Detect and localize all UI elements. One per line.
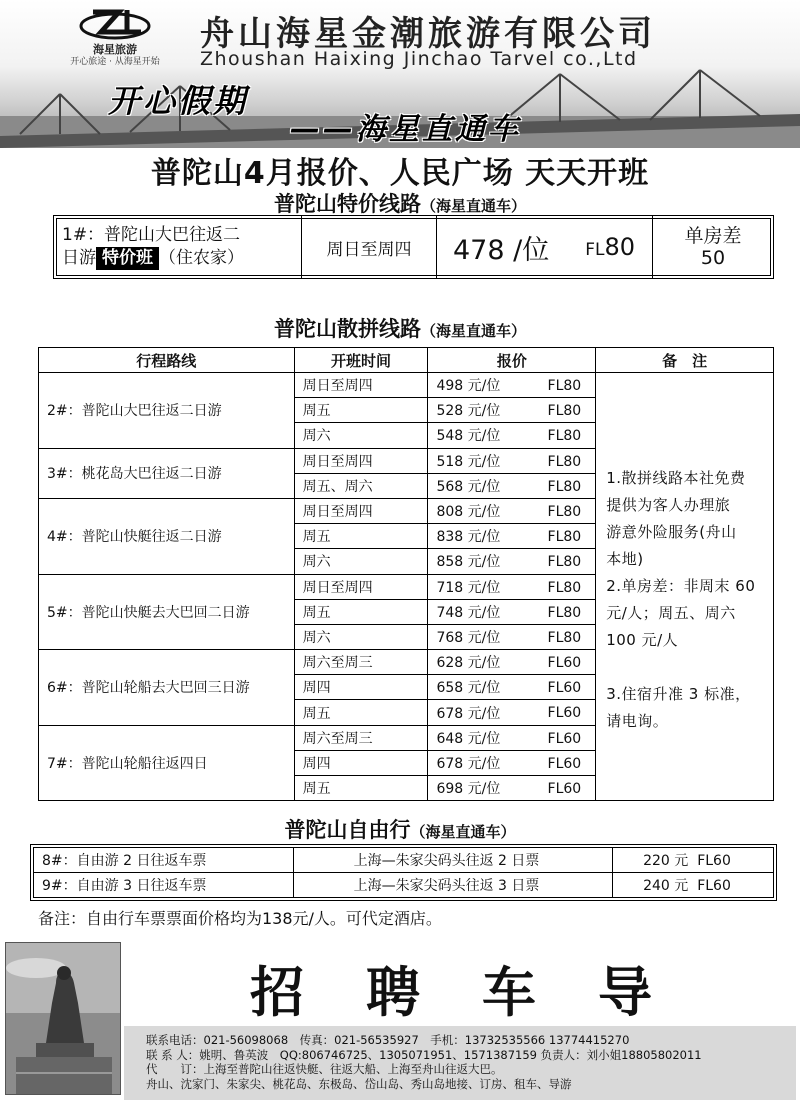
price-cell [428, 725, 596, 750]
schedule-cell: 周六 [294, 624, 428, 649]
group-price-table [38, 347, 774, 801]
special-price: 478 /位 [453, 234, 550, 266]
slogan-direct-bus: ——海星直通车 [290, 112, 521, 147]
schedule-cell: 周日至周四 [294, 498, 428, 523]
schedule-cell: 周日至周四 [294, 574, 428, 599]
company-name-cn: 舟山海星金潮旅游有限公司 [200, 14, 656, 54]
route-name: 6#：普陀山轮船去大巴回三日游 [39, 650, 295, 726]
logo-name: 海星旅游 [93, 43, 137, 56]
note-line: 提供为客人办理旅 [606, 496, 731, 514]
price-value: 678 元/位 [436, 755, 501, 772]
group-section-title [0, 313, 800, 343]
special-route-part-c: （住农家） [159, 248, 244, 268]
price-cell [428, 398, 596, 423]
fuel-fee: FL80 [547, 503, 582, 520]
special-price-cell [437, 216, 653, 278]
col-header-price: 报价 [428, 348, 596, 373]
schedule-cell: 周日至周四 [294, 373, 428, 398]
contact-info [124, 1026, 796, 1100]
special-title-note: （海星直通车） [420, 197, 526, 215]
contact-services: 舟山、沈家门、朱家尖、桃花岛、东极岛、岱山岛、秀山岛地接、订房、租车、导游 [146, 1076, 572, 1091]
fuel-fee: FL80 [547, 604, 582, 621]
fuel-fee: FL80 [547, 453, 582, 470]
schedule-cell: 周五、周六 [294, 473, 428, 498]
special-badge: 特价班 [96, 247, 159, 270]
schedule-cell: 周五 [294, 776, 428, 801]
price-cell [428, 675, 596, 700]
fuel-fee: FL60 [547, 680, 582, 697]
free-route-detail: 上海—朱家尖码头往返 2 日票 [293, 848, 613, 873]
fuel-fee: FL80 [547, 579, 582, 596]
price-cell [428, 423, 596, 448]
table-row [34, 848, 774, 873]
price-cell [428, 700, 596, 725]
price-cell [428, 473, 596, 498]
price-value: 648 元/位 [436, 730, 501, 747]
route-name: 7#：普陀山轮船往返四日 [39, 725, 295, 801]
special-fl-label: FL [585, 240, 605, 260]
price-cell [428, 524, 596, 549]
price-value: 518 元/位 [436, 453, 501, 470]
table-header-row [39, 348, 774, 373]
fuel-fee: FL60 [547, 655, 582, 672]
col-header-route: 行程路线 [39, 348, 295, 373]
schedule-cell: 周五 [294, 398, 428, 423]
fuel-fee: FL60 [547, 781, 582, 797]
price-cell [428, 776, 596, 801]
special-room-diff [653, 216, 773, 278]
special-title: 普陀山特价线路 [273, 191, 421, 216]
price-cell [428, 448, 596, 473]
fuel-fee: FL80 [547, 529, 582, 546]
free-price: 240 元 [643, 878, 689, 894]
schedule-cell: 周六 [294, 549, 428, 574]
price-value: 768 元/位 [436, 629, 501, 646]
special-diff-label: 单房差 [684, 225, 742, 247]
price-value: 548 元/位 [436, 428, 501, 445]
schedule-cell: 周四 [294, 750, 428, 775]
header-banner [0, 0, 800, 148]
schedule-cell: 周四 [294, 675, 428, 700]
note-line: 3.住宿升准 3 标准， [606, 685, 751, 703]
free-price: 220 元 [643, 853, 689, 869]
free-travel-table [33, 847, 774, 898]
free-fl: FL60 [697, 878, 731, 894]
fuel-fee: FL80 [547, 554, 582, 571]
fuel-fee: FL60 [547, 730, 582, 747]
note-line: 1.散拼线路本社免费 [606, 469, 746, 487]
fuel-fee: FL80 [547, 403, 582, 420]
special-route-part-a: 1#：普陀山大巴往返二 [62, 225, 241, 245]
note-line: 游意外险服务(舟山 [606, 523, 737, 541]
fuel-fee: FL80 [547, 378, 582, 394]
contact-persons: 联 系 人：姚明、鲁英波 QQ:806746725、1305071951、1571387159 负责人：刘小姐18805802011 [146, 1047, 702, 1062]
contact-booking: 代 订：上海至普陀山往返快艇、往返大船、上海至舟山往返大巴。 [146, 1062, 503, 1076]
price-cell [428, 373, 596, 398]
price-cell [428, 750, 596, 775]
price-value: 748 元/位 [436, 604, 501, 621]
note-line: 请电询。 [606, 712, 669, 730]
notes-cell [596, 373, 774, 801]
schedule-cell: 周六 [294, 423, 428, 448]
table-row [39, 373, 774, 398]
route-name: 5#：普陀山快艇去大巴回二日游 [39, 574, 295, 650]
recruit-heading: 招聘车导 [250, 961, 714, 1024]
special-fl-value: 80 [604, 233, 636, 261]
price-value: 808 元/位 [436, 504, 501, 521]
page-title: 普陀山4月报价、人民广场 天天开班 [150, 156, 650, 191]
note-line: 本地) [606, 550, 644, 568]
route-name: 4#：普陀山快艇往返二日游 [39, 498, 295, 574]
special-route-part-b: 日游 [62, 248, 96, 268]
free-route-name: 8#：自由游 2 日往返车票 [34, 848, 294, 873]
group-title: 普陀山散拼线路 [273, 316, 421, 341]
col-header-notes: 备 注 [596, 348, 774, 373]
free-route-name: 9#：自由游 3 日往返车票 [34, 873, 294, 898]
special-days: 周日至周四 [302, 216, 437, 278]
free-route-price [613, 873, 774, 898]
free-fl: FL60 [697, 853, 731, 869]
price-value: 838 元/位 [436, 529, 501, 546]
note-line [606, 654, 767, 681]
note-line: 2.单房差：非周末 60 [606, 577, 756, 595]
slogan-happy-holiday: 开心假期 [108, 82, 249, 120]
free-title-note: （海星直通车） [410, 823, 516, 841]
logo-slogan: 开心旅途 · 从海星开始 [70, 57, 160, 67]
price-value: 718 元/位 [436, 579, 501, 596]
free-route-price [613, 848, 774, 873]
fuel-fee: FL80 [547, 629, 582, 646]
price-cell [428, 624, 596, 649]
price-cell [428, 574, 596, 599]
company-name-en: Zhoushan Haixing Jinchao Tarvel co.,Ltd [200, 48, 638, 70]
remark-text: 备注：自由行车票票面价格均为138元/人。可代定酒店。 [38, 909, 442, 928]
fuel-fee: FL80 [547, 478, 582, 495]
route-name: 2#：普陀山大巴往返二日游 [39, 373, 295, 449]
price-value: 628 元/位 [436, 655, 501, 672]
company-logo [60, 6, 170, 70]
price-cell [428, 498, 596, 523]
table-row [34, 873, 774, 898]
schedule-cell: 周五 [294, 599, 428, 624]
price-value: 858 元/位 [436, 554, 501, 571]
fuel-fee: FL80 [547, 428, 582, 445]
fuel-fee: FL60 [547, 705, 582, 722]
special-section-title [0, 188, 800, 218]
price-value: 498 元/位 [436, 378, 501, 395]
note-line: 100 元/人 [606, 631, 679, 649]
special-route-name [54, 216, 302, 278]
special-diff-value: 50 [700, 247, 726, 269]
contact-phone: 联系电话：021-56098068 传真：021-56535927 手机：13732535566 13774415270 [146, 1033, 630, 1047]
guanyin-statue-photo [5, 942, 121, 1095]
price-cell [428, 549, 596, 574]
price-value: 528 元/位 [436, 403, 501, 420]
group-title-note: （海星直通车） [420, 322, 526, 340]
group-table-body [39, 373, 774, 801]
schedule-cell: 周日至周四 [294, 448, 428, 473]
free-route-detail: 上海—朱家尖码头往返 3 日票 [293, 873, 613, 898]
special-route-box [53, 215, 774, 279]
schedule-cell: 周五 [294, 700, 428, 725]
special-fl [585, 233, 635, 261]
statue-image-icon [6, 943, 121, 1095]
schedule-cell: 周六至周三 [294, 650, 428, 675]
price-value: 658 元/位 [436, 680, 501, 697]
fuel-fee: FL60 [547, 755, 582, 772]
price-cell [428, 599, 596, 624]
free-title: 普陀山自由行 [284, 817, 411, 842]
schedule-cell: 周五 [294, 524, 428, 549]
note-line: 元/人；周五、周六 [606, 604, 736, 622]
free-section-title [0, 814, 800, 844]
schedule-cell: 周六至周三 [294, 725, 428, 750]
price-cell [428, 650, 596, 675]
logo-mark-icon [79, 6, 151, 40]
price-value: 568 元/位 [436, 478, 501, 495]
route-name: 3#：桃花岛大巴往返二日游 [39, 448, 295, 498]
price-value: 678 元/位 [436, 705, 501, 722]
col-header-schedule: 开班时间 [294, 348, 428, 373]
price-value: 698 元/位 [436, 781, 501, 798]
